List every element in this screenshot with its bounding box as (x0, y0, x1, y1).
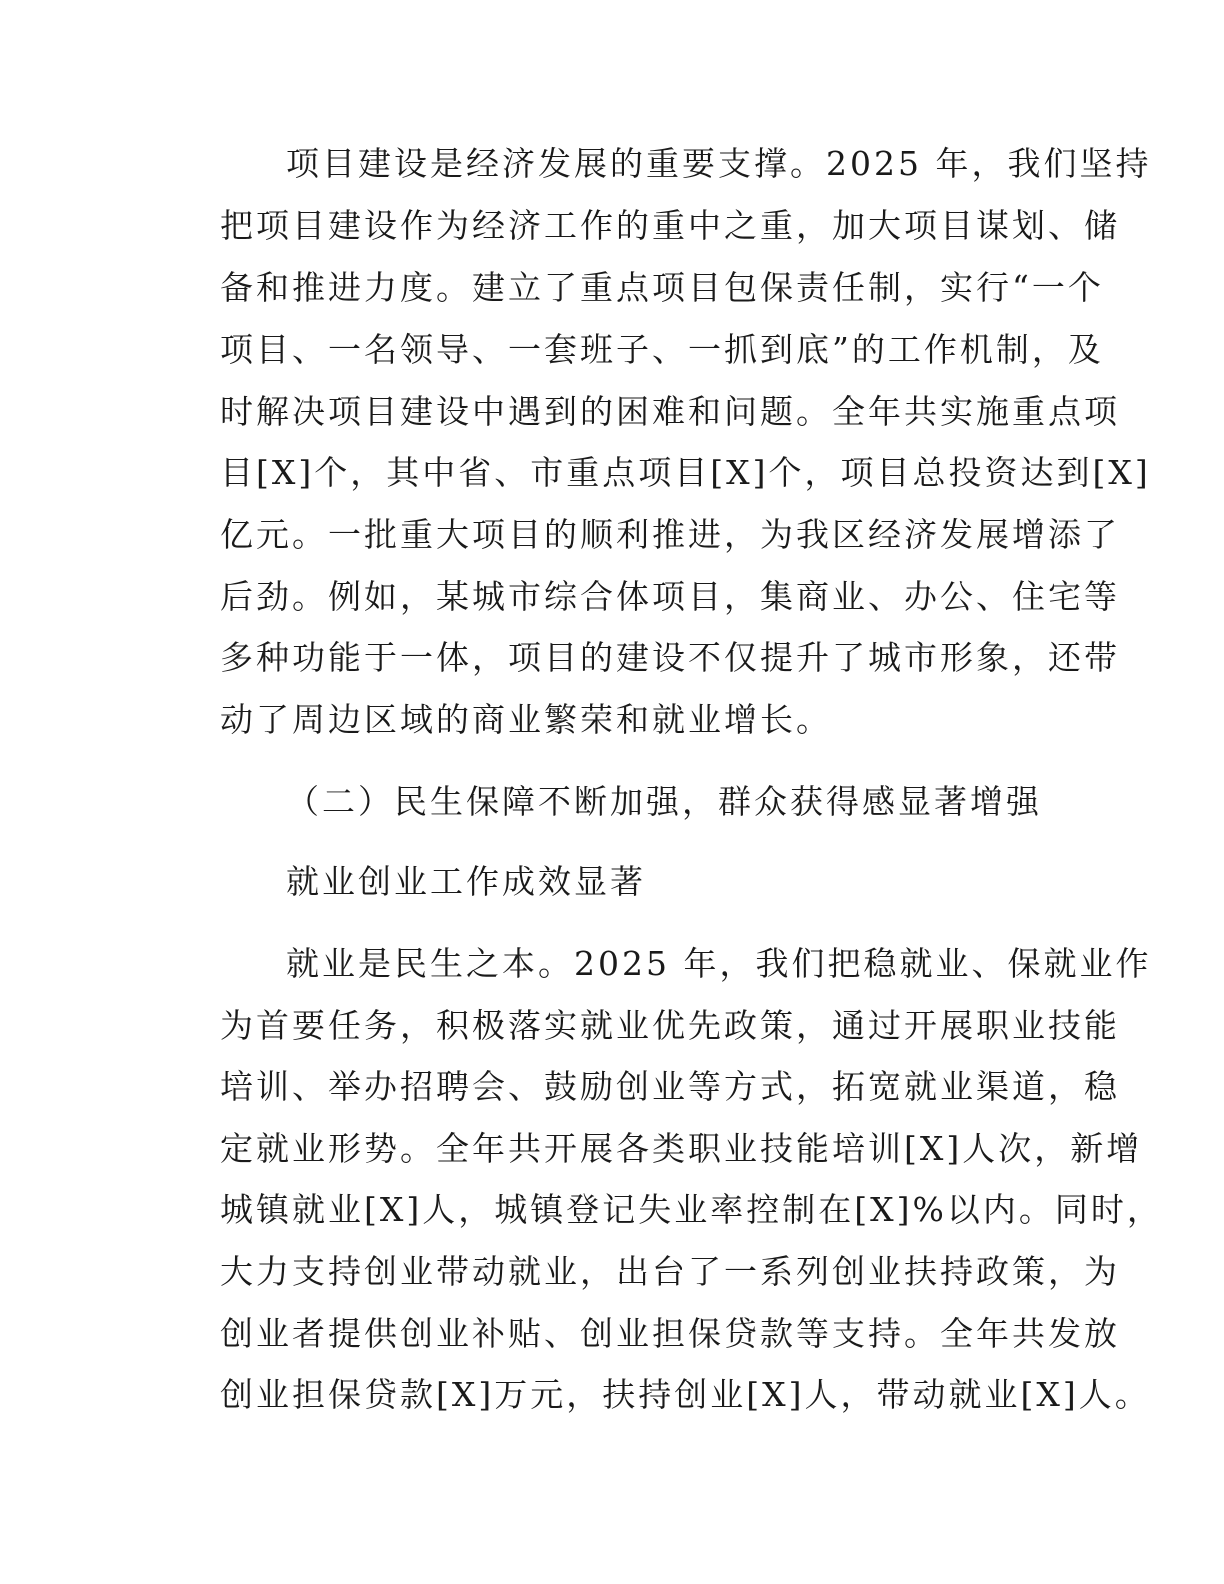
paragraph-line: 城镇就业[X]人，城镇登记失业率控制在[X]%以内。同时， (220, 1190, 1163, 1229)
paragraph-line: 备和推进力度。建立了重点项目包保责任制，实行“一个 (220, 268, 1104, 307)
paragraph-line: 目[X]个，其中省、市重点项目[X]个，项目总投资达到[X] (220, 453, 1151, 492)
paragraph-line: 多种功能于一体，项目的建设不仅提升了城市形象，还带 (220, 638, 1120, 677)
paragraph-line: 创业担保贷款[X]万元，扶持创业[X]人，带动就业[X]人。 (220, 1375, 1151, 1414)
paragraph-line: 就业是民生之本。2025 年，我们把稳就业、保就业作 (286, 944, 1152, 983)
paragraph-line: 项目建设是经济发展的重要支撑。2025 年，我们坚持 (286, 144, 1152, 183)
paragraph-line: 创业者提供创业补贴、创业担保贷款等支持。全年共发放 (220, 1314, 1120, 1353)
paragraph-line: 项目、一名领导、一套班子、一抓到底”的工作机制，及 (220, 330, 1104, 369)
paragraph-line: 为首要任务，积极落实就业优先政策，通过开展职业技能 (220, 1006, 1120, 1045)
subheading: 就业创业工作成效显著 (286, 862, 646, 901)
paragraph-line: 定就业形势。全年共开展各类职业技能培训[X]人次，新增 (220, 1129, 1143, 1168)
paragraph-line: 后劲。例如，某城市综合体项目，集商业、办公、住宅等 (220, 577, 1120, 616)
paragraph-line: 把项目建设作为经济工作的重中之重，加大项目谋划、储 (220, 206, 1120, 245)
paragraph-line: 动了周边区域的商业繁荣和就业增长。 (220, 700, 832, 739)
paragraph-line: 亿元。一批重大项目的顺利推进，为我区经济发展增添了 (220, 515, 1120, 554)
section-heading: （二）民生保障不断加强，群众获得感显著增强 (286, 782, 1042, 821)
paragraph-line: 培训、举办招聘会、鼓励创业等方式，拓宽就业渠道，稳 (220, 1067, 1120, 1106)
paragraph-line: 大力支持创业带动就业，出台了一系列创业扶持政策，为 (220, 1252, 1120, 1291)
paragraph-line: 时解决项目建设中遇到的困难和问题。全年共实施重点项 (220, 392, 1120, 431)
